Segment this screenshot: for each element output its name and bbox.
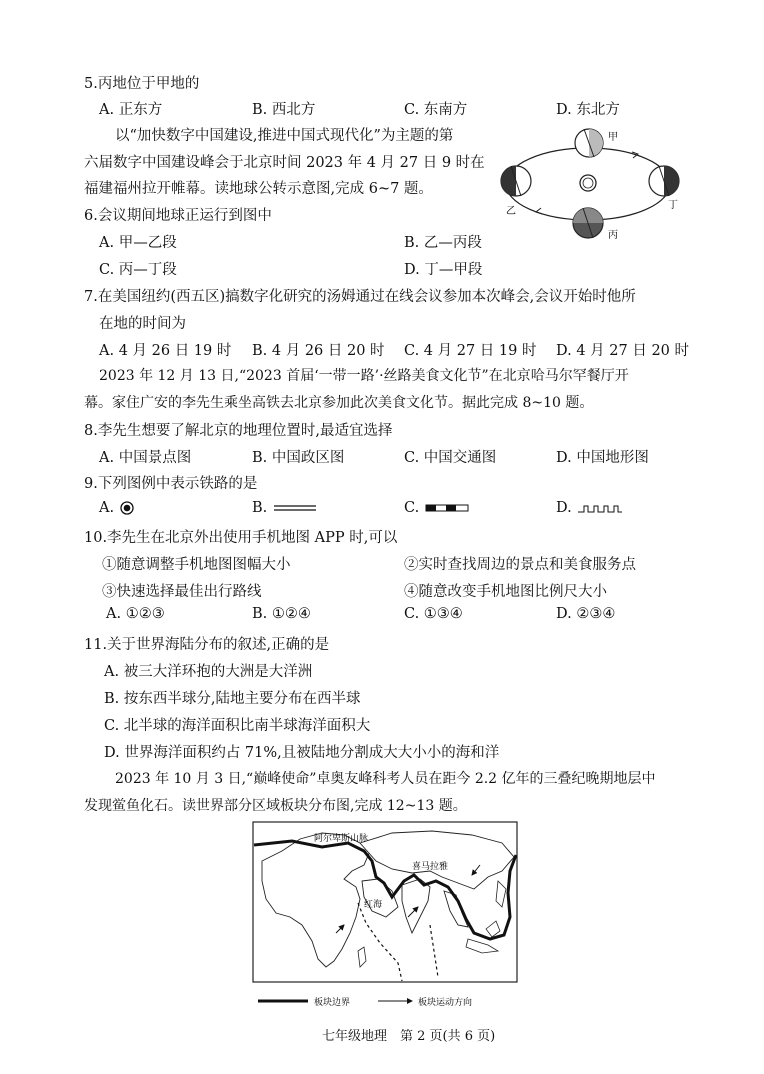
passage1-line3: 福建福州拉开帷幕。读地球公转示意图,完成 6~7 题。 bbox=[84, 181, 433, 197]
q9-option-a[interactable] bbox=[99, 500, 135, 516]
q5-stem: 5.丙地位于甲地的 bbox=[84, 76, 200, 92]
legend-direction-label: 板块运动方向 bbox=[418, 998, 473, 1008]
passage2-line2: 幕。家住广安的李先生乘坐高铁去北京参加此次美食文化节。据此完成 8~10 题。 bbox=[84, 395, 594, 411]
q10-option-b[interactable]: B. ①②④ bbox=[252, 606, 311, 622]
label-yi: 乙 bbox=[506, 206, 516, 217]
earth-yi bbox=[501, 166, 531, 196]
q7-stem-line2: 在地的时间为 bbox=[99, 316, 186, 332]
railway-symbol-icon bbox=[424, 503, 470, 513]
q6-stem: 6.会议期间地球正运行到图中 bbox=[84, 208, 272, 224]
passage3-line2: 发现鲎鱼化石。读世界部分区域板块分布图,完成 12~13 题。 bbox=[84, 798, 467, 814]
q9-option-a-label: A. bbox=[99, 500, 115, 516]
label-ding: 丁 bbox=[668, 200, 678, 211]
passage1-line2: 六届数字中国建设峰会于北京时间 2023 年 4 月 27 日 9 时在 bbox=[84, 155, 485, 171]
label-alps: 阿尔卑斯山脉 bbox=[314, 834, 369, 844]
q11-stem: 11.关于世界海陆分布的叙述,正确的是 bbox=[84, 637, 330, 653]
q11-option-c[interactable]: C. 北半球的海洋面积比南半球海洋面积大 bbox=[104, 718, 371, 734]
q6-option-b[interactable]: B. 乙—丙段 bbox=[404, 235, 482, 251]
q6-option-d[interactable]: D. 丁—甲段 bbox=[404, 262, 483, 278]
q5-option-b[interactable]: B. 西北方 bbox=[252, 102, 316, 118]
double-line-road-icon bbox=[272, 502, 318, 514]
q10-item-2: ②实时查找周边的景点和美食服务点 bbox=[404, 557, 636, 573]
passage3-line1: 2023 年 10 月 3 日,“巅峰使命”卓奥友峰科考人员在距今 2.2 亿年的三叠纪晚期地层中 bbox=[115, 771, 656, 787]
q8-option-c[interactable]: C. 中国交通图 bbox=[404, 450, 497, 466]
q7-stem-line1: 7.在美国纽约(西五区)搞数字化研究的汤姆通过在线会议参加本次峰会,会议开始时他所 bbox=[84, 289, 636, 305]
earth-orbit-diagram bbox=[492, 126, 692, 246]
label-jia: 甲 bbox=[608, 132, 618, 143]
q9-option-c[interactable] bbox=[404, 500, 470, 516]
q10-item-1: ①随意调整手机地图图幅大小 bbox=[102, 557, 291, 573]
label-bing: 丙 bbox=[608, 230, 618, 241]
q9-option-b[interactable] bbox=[252, 500, 318, 516]
q9-option-c-label: C. bbox=[404, 500, 420, 516]
q11-option-b[interactable]: B. 按东西半球分,陆地主要分布在西半球 bbox=[104, 691, 361, 707]
capital-symbol-icon bbox=[119, 500, 135, 516]
q11-option-d[interactable]: D. 世界海洋面积约占 71%,且被陆地分割成大大小小的海和洋 bbox=[104, 745, 500, 761]
q10-item-3: ③快速选择最佳出行路线 bbox=[102, 584, 262, 600]
earth-jia bbox=[575, 129, 603, 157]
label-himalaya: 喜马拉雅 bbox=[412, 862, 449, 872]
q9-option-d-label: D. bbox=[556, 500, 572, 516]
q11-option-a[interactable]: A. 被三大洋环抱的大洲是大洋洲 bbox=[104, 664, 313, 680]
plate-boundary-map bbox=[252, 821, 518, 1009]
q9-option-b-label: B. bbox=[252, 500, 268, 516]
legend-boundary-label: 板块边界 bbox=[314, 998, 351, 1008]
q6-option-a[interactable]: A. 甲—乙段 bbox=[99, 235, 177, 251]
q10-option-a[interactable]: A. ①②③ bbox=[106, 606, 165, 622]
label-red-sea: 红海 bbox=[364, 900, 383, 910]
q5-option-a[interactable]: A. 正东方 bbox=[99, 102, 163, 118]
q7-option-a[interactable]: A. 4 月 26 日 19 时 bbox=[99, 343, 232, 359]
q8-option-b[interactable]: B. 中国政区图 bbox=[252, 450, 345, 466]
earth-bing bbox=[573, 208, 603, 238]
q10-option-c[interactable]: C. ①③④ bbox=[404, 606, 463, 622]
q7-option-c[interactable]: C. 4 月 27 日 19 时 bbox=[404, 343, 537, 359]
page-footer: 七年级地理 第 2 页(共 6 页) bbox=[322, 1029, 496, 1044]
q8-stem: 8.李先生想要了解北京的地理位置时,最适宜选择 bbox=[84, 423, 393, 439]
q7-option-d[interactable]: D. 4 月 27 日 20 时 bbox=[556, 343, 689, 359]
q10-item-4: ④随意改变手机地图比例尺大小 bbox=[404, 584, 607, 600]
q5-option-c[interactable]: C. 东南方 bbox=[404, 102, 468, 118]
q8-option-d[interactable]: D. 中国地形图 bbox=[556, 450, 649, 466]
q10-option-d[interactable]: D. ②③④ bbox=[556, 606, 616, 622]
q10-stem: 10.李先生在北京外出使用手机地图 APP 时,可以 bbox=[84, 530, 398, 546]
q6-option-c[interactable]: C. 丙—丁段 bbox=[99, 262, 177, 278]
q5-option-d[interactable]: D. 东北方 bbox=[556, 102, 620, 118]
earth-ding bbox=[649, 166, 679, 196]
q9-stem: 9.下列图例中表示铁路的是 bbox=[84, 476, 258, 492]
passage1-line1: 以“加快数字中国建设,推进中国式现代化”为主题的第 bbox=[115, 128, 454, 144]
q9-option-d[interactable] bbox=[556, 500, 624, 516]
wall-boundary-icon bbox=[576, 502, 624, 514]
q8-option-a[interactable]: A. 中国景点图 bbox=[99, 450, 192, 466]
q7-option-b[interactable]: B. 4 月 26 日 20 时 bbox=[252, 343, 385, 359]
passage2-line1: 2023 年 12 月 13 日,“2023 首届‘一带一路’·丝路美食文化节”在北京哈马尔罕餐厅开 bbox=[99, 368, 629, 384]
